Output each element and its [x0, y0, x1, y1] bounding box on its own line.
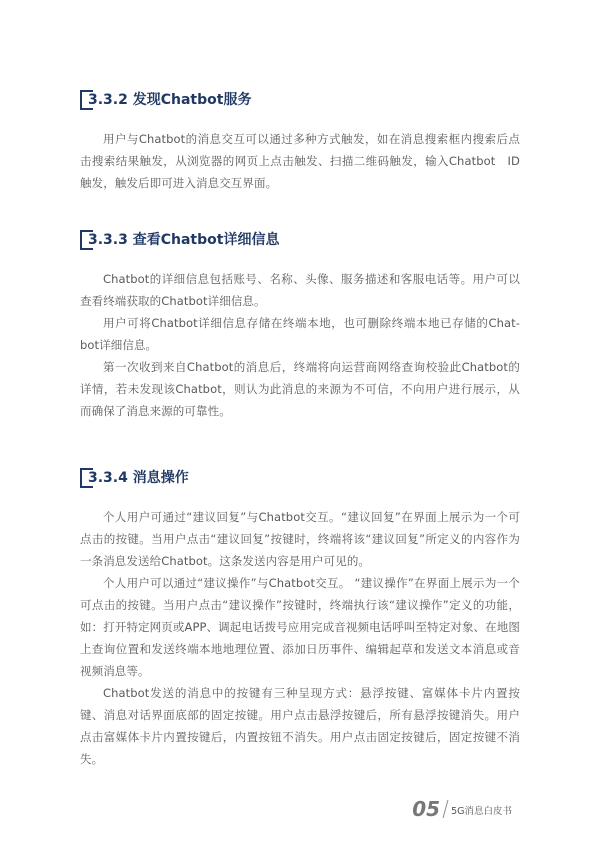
paragraph: 第一次收到来自Chatbot的消息后，终端将向运营商网络查询校验此Chatbot的详情，若未发现该Chatbot，则认为此消息的来源为不可信，不向用户进行展示，从而确保了消息来源的可靠性。 [80, 360, 520, 418]
section-title: 3.3.3 查看Chatbot详细信息 [88, 232, 280, 248]
paragraph: Chatbot发送的消息中的按键有三种呈现方式：悬浮按键、富媒体卡片内置按键、消息对话界面底部的固定按键。用户点击悬浮按键后，所有悬浮按键消失。用户点击富媒体卡片内置按键后，内置按钮不消失。用户点击固定按键后，固定按键不消失。 [80, 686, 520, 766]
section-3-3-2 [80, 88, 520, 194]
paragraph: 用户可将Chatbot详细信息存储在终端本地，也可删除终端本地已存储的Chat-bot详细信息。 [80, 316, 520, 352]
section-heading [80, 228, 520, 252]
section-3-3-4 [80, 466, 520, 770]
section-title: 3.3.2 发现Chatbot服务 [88, 92, 252, 108]
paragraph: Chatbot的详细信息包括账号、名称、头像、服务描述和客服电话等。用户可以查看终端获取的Chatbot详细信息。 [80, 272, 520, 308]
section-title: 3.3.4 消息操作 [88, 470, 189, 486]
page-footer [412, 796, 512, 820]
section-heading [80, 466, 520, 490]
paragraph: 用户与Chatbot的消息交互可以通过多种方式触发，如在消息搜索框内搜索后点击搜索结果触发，从浏览器的网页上点击触发、扫描二维码触发，输入Chatbot ID触发，触发后即可进入消息交互界面。 [80, 132, 520, 190]
section-3-3-3 [80, 228, 520, 422]
footer-divider [443, 800, 449, 818]
section-heading [80, 88, 520, 112]
paragraph: 个人用户可通过“建议回复”与Chatbot交互。“建议回复”在界面上展示为一个可点击的按键。当用户点击“建议回复”按键时，终端将该“建议回复”所定义的内容作为一条消息发送给Chatbot。这条发送内容是用户可见的。 [80, 510, 520, 568]
document-title: 5G消息白皮书 [451, 806, 512, 817]
paragraph: 个人用户可以通过“建议操作”与Chatbot交互。 “建议操作”在界面上展示为一个可点击的按键。当用户点击“建议操作”按键时，终端执行该“建议操作”定义的功能，如：打开特定网页或APP、调起电话拨号应用完成音视频电话呼叫至特定对象、在地图上查询位置和发送终端本地地理位置、添加日历事件、编辑起草和发送文本消息或音视频消息等。 [80, 576, 520, 678]
page-number: 05 [412, 797, 441, 821]
